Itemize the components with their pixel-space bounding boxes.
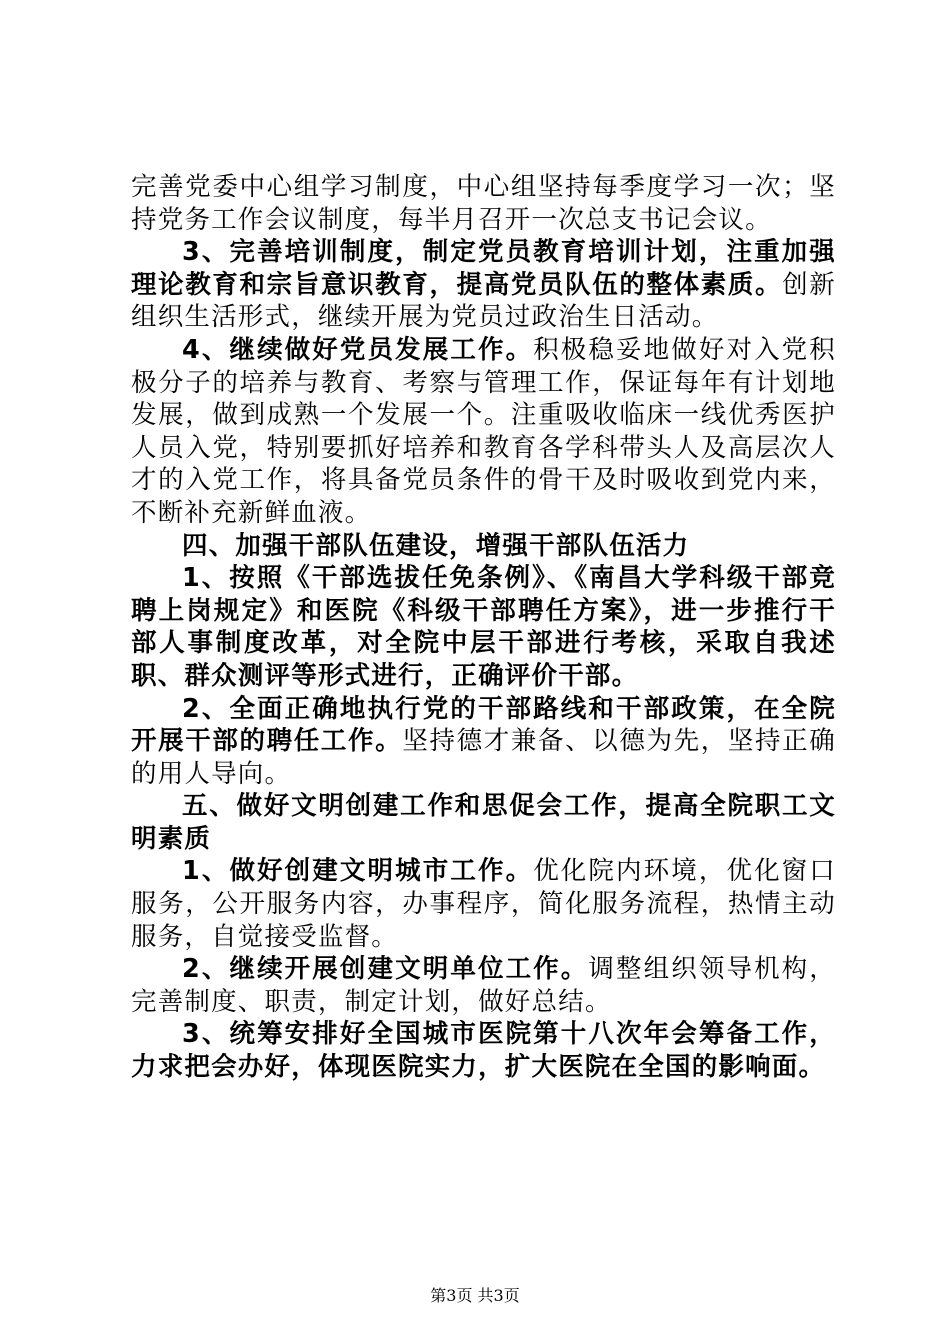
paragraph-p5 [131, 562, 836, 692]
bold-text-segment: 2、继续开展创建文明单位工作。 [182, 954, 589, 985]
paragraph-p6 [131, 693, 836, 791]
text-segment: 优化院内环境，优化窗口服务，公开服务内容，办事程序，简化服务流程，热情主动服务，自觉接受监督。 [131, 856, 836, 952]
text-segment: 调整组织领导机构，完善制度、职责，制定计划，做好总结。 [131, 954, 836, 1017]
bold-text-segment: 3、统筹安排好全国城市医院第十八次年会筹备工作，力求把会办好，体现医院实力，扩大医院在全国的影响面。 [131, 1019, 836, 1083]
bold-text-segment: 4、继续做好党员发展工作。 [182, 334, 534, 365]
paragraph-p10 [131, 1018, 836, 1083]
paragraph-p2 [131, 236, 836, 334]
paragraph-p9 [131, 953, 836, 1018]
paragraph-p4 [131, 530, 836, 563]
bold-text-segment: 四、加强干部队伍建设，增强干部队伍活力 [182, 530, 690, 561]
document-body [131, 171, 836, 1084]
text-segment: 坚持德才兼备、以德为先，坚持正确的用人导向。 [131, 726, 836, 789]
bold-text-segment: 1、按照《干部选拔任免条例》、《南昌大学科级干部竞聘上岗规定》和医院《科级干部聘任方案》，进一步推行干部人事制度改革，对全院中层干部进行考核，采取自我述职、群众测评等形式进行，正确评价干部。 [131, 563, 836, 691]
bold-text-segment: 3、完善培训制度，制定党员教育培训计划，注重加强理论教育和宗旨意识教育，提高党员队伍的整体素质。 [131, 237, 836, 300]
text-segment: 完善党委中心组学习制度，中心组坚持每季度学习一次；坚持党务工作会议制度，每半月召开一次总支书记会议。 [131, 172, 836, 235]
bold-text-segment: 1、做好创建文明城市工作。 [182, 856, 534, 887]
paragraph-p1 [131, 171, 836, 236]
page-number-footer: 第3页 共3页 [430, 1286, 520, 1305]
bold-text-segment: 五、做好文明创建工作和思促会工作，提高全院职工文明素质 [131, 791, 836, 854]
paragraph-p8 [131, 855, 836, 953]
paragraph-p7 [131, 790, 836, 855]
bold-text-segment: 2、全面正确地执行党的干部路线和干部政策，在全院开展干部的聘任工作。 [131, 693, 836, 757]
text-segment: 积极稳妥地做好对入党积极分子的培养与教育、考察与管理工作，保证每年有计划地发展，做到成熟一个发展一个。注重吸收临床一线优秀医护人员入党，特别要抓好培养和教育各学科带头人及高层次人才的入党工作，将具备党员条件的骨干及时吸收到党内来，不断补充新鲜血液。 [131, 334, 836, 528]
paragraph-p3 [131, 334, 836, 530]
text-segment: 创新组织生活形式，继续开展为党员过政治生日活动。 [131, 269, 836, 333]
